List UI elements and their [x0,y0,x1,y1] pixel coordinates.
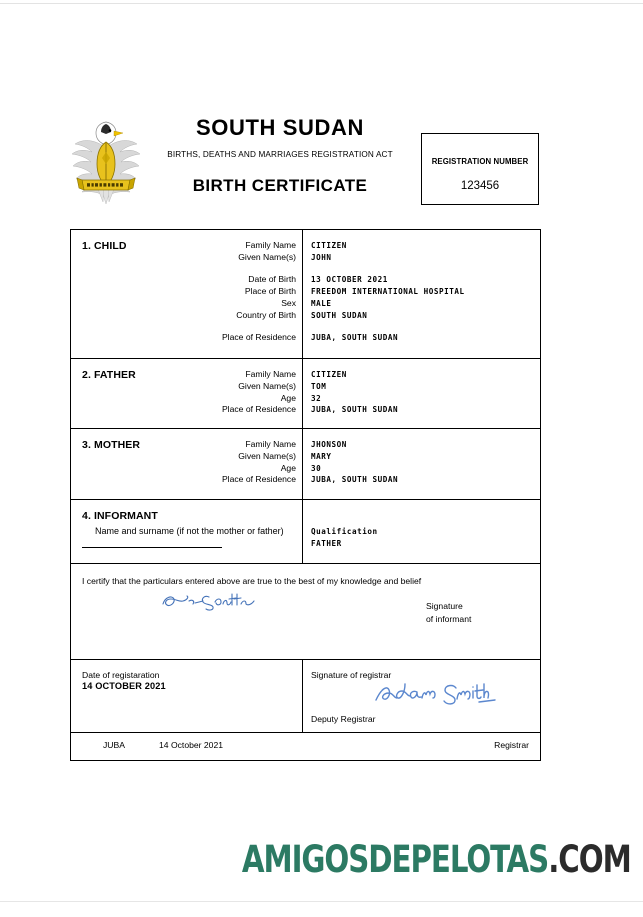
informant-name-input-line[interactable] [82,547,222,548]
registrar-signature-label: Signature of registrar [311,670,392,680]
field-label: Family Name [245,240,296,250]
field-label: Family Name [245,439,296,449]
field-label: Given Name(s) [238,251,296,262]
field-label: Date of Birth [248,274,296,285]
field-value: CITIZEN [311,241,347,250]
section-child [71,230,540,359]
scan-edge-line-top [0,3,643,4]
field-label: Given Name(s) [238,450,296,461]
registrar-signature-ink [371,680,496,710]
field-row [71,439,540,451]
footer-date: 14 October 2021 [159,740,224,750]
registration-date-value: 14 OCTOBER 2021 [82,681,166,691]
field-row [71,404,540,416]
field-value: 32 [311,393,322,403]
field-label: Place of Residence [221,474,296,485]
field-row [71,474,540,486]
field-value: TOM [311,381,327,391]
registration-date-label: Date of registaration [82,670,160,680]
footer-registrar-label: Registrar [494,740,529,750]
field-value: SOUTH SUDAN [311,310,368,320]
registration-number-box [421,133,539,205]
section-child-fields [71,240,540,344]
title-block [145,113,415,196]
section-child-title: 1. CHILD [82,240,127,252]
field-value: 13 OCTOBER 2021 [311,275,388,285]
section-mother [71,429,540,500]
certificate-header [70,113,541,218]
deputy-registrar-label: Deputy Registrar [311,714,376,724]
section-informant [71,500,540,564]
field-value: JOHN [311,252,332,262]
field-label: Age [280,392,296,403]
field-value: 30 [311,463,322,473]
footer-place: JUBA [103,740,125,750]
field-label: Sex [281,297,296,308]
field-label: Country of Birth [236,309,296,320]
section-registration-divider [302,660,303,732]
field-label: Age [280,462,296,473]
field-value: MARY [311,451,332,461]
watermark-site-name: AMIGOSDEPELOTAS [241,838,549,881]
field-label: Place of Residence [221,332,296,343]
field-label: Family Name [245,369,296,379]
section-father-title: 2. FATHER [82,369,136,381]
informant-signature-label-line2: of informant [426,613,472,624]
scan-edge-line-bottom [0,901,643,902]
section-mother-title: 3. MOTHER [82,439,141,451]
field-value: CITIZEN [311,370,347,379]
field-row [71,381,540,393]
field-value: FREEDOM INTERNATIONAL HOSPITAL [311,287,465,297]
field-label: Given Name(s) [238,380,296,391]
registration-number-value: 123456 [460,180,500,192]
field-row [71,463,540,475]
certification-statement: I certify that the particulars entered above are true to the best of my knowledge and belief [82,576,422,586]
certificate-body [70,229,541,761]
section-father-fields [71,369,540,416]
site-watermark [77,838,643,882]
field-row [71,286,540,298]
field-row [71,332,540,344]
section-certification [71,564,540,660]
field-label: Place of Residence [221,404,296,415]
field-row [71,240,540,252]
field-value: JUBA, SOUTH SUDAN [311,333,399,343]
section-registration [71,660,540,733]
field-row [71,310,540,333]
watermark-tld: .COM [548,838,631,881]
field-value: MALE [311,298,332,308]
section-mother-fields [71,439,540,486]
informant-name-prompt: Name and surname (if not the mother or father) [95,526,284,536]
field-row [71,298,540,310]
coat-of-arms-icon [70,118,142,206]
registration-number-label: REGISTRATION NUMBER [431,157,529,166]
section-footer [71,733,540,760]
field-value: JUBA, SOUTH SUDAN [311,405,399,415]
field-value: JHONSON [311,440,347,449]
section-father [71,359,540,429]
informant-signature-label-line1: Signature [426,601,463,611]
field-label: Place of Birth [244,286,296,297]
field-row [71,451,540,463]
field-row [71,274,540,286]
act-subtitle: BIRTHS, DEATHS AND MARRIAGES REGISTRATION ACT [167,150,393,159]
section-informant-title: 4. INFORMANT [82,510,158,522]
field-row [71,252,540,275]
document-title: BIRTH CERTIFICATE [192,176,368,195]
section-informant-divider [302,500,303,563]
country-title: SOUTH SUDAN [196,115,364,140]
informant-signature-label [426,600,471,625]
informant-qualification-value: FATHER [311,539,342,548]
informant-qualification-label: Qualification [311,527,378,536]
field-row [71,369,540,381]
field-row [71,393,540,405]
field-value: JUBA, SOUTH SUDAN [311,475,399,485]
informant-signature-ink [159,588,259,614]
